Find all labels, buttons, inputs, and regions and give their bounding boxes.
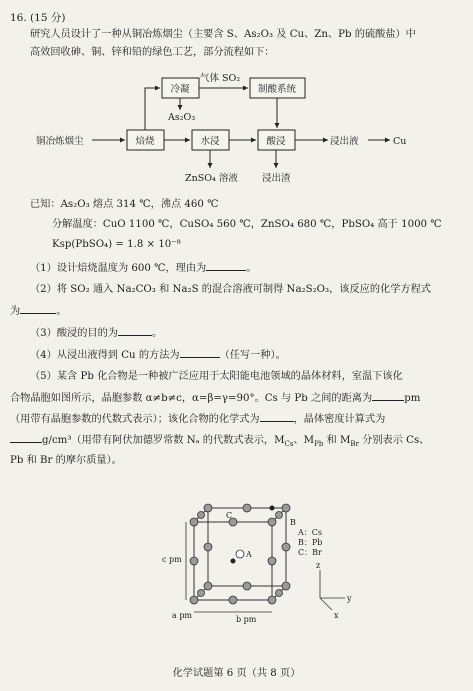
arrowhead (323, 138, 328, 143)
atom-br (229, 596, 237, 604)
part-5-l4-m: 、M (293, 435, 315, 446)
legend-c: C：Br (298, 548, 322, 557)
answer-blank-5a[interactable] (372, 391, 404, 401)
part-5-line-2 (10, 391, 420, 406)
label-gas-so2: 气体 SO₂ (200, 73, 241, 84)
atom-br (204, 504, 212, 512)
part-3-text: （3）酸浸的目的为 (30, 328, 118, 339)
answer-blank-3[interactable] (118, 326, 152, 336)
question-header (10, 10, 65, 25)
label-cu: Cu (393, 136, 407, 147)
label-axis-z: z (316, 561, 321, 570)
atom-br (190, 557, 198, 565)
sub-br: Br (350, 440, 359, 449)
label-water-leach: 水浸 (200, 136, 220, 147)
part-5-line-5: Pb 和 Br 的摩尔质量）。 (10, 455, 122, 466)
label-start: 铜冶炼烟尘 (36, 136, 84, 147)
part-5-l3-text: （用带有晶胞参数的代数式表示）；该化合物的化学式为 (10, 414, 260, 425)
atom-br (282, 504, 290, 512)
label-roast: 焙烧 (135, 136, 155, 147)
known-line-3: Ksp(PbSO₄) = 1.8 × 10⁻⁸ (52, 239, 181, 250)
arrowhead (155, 86, 160, 91)
part-1-end: 。 (246, 263, 257, 274)
label-residue: 浸出渣 (262, 173, 291, 184)
part-2-line-2 (10, 304, 66, 319)
atom-br (282, 582, 290, 590)
part-5-line-4 (10, 433, 429, 448)
part-5-l4-text: g/cm³（用带有阿伏加德罗常数 Nₐ 的代数式表示，M (42, 435, 285, 446)
part-2-end: 。 (56, 306, 67, 317)
answer-blank-4[interactable] (180, 348, 220, 358)
label-b-pm: b pm (236, 615, 257, 624)
atom-pb-b (270, 506, 275, 511)
intro-line-2: 高效回收砷、铜、锌和铅的绿色工艺，部分流程如下： (30, 47, 275, 58)
part-5-line-1: （5）某含 Pb 化合物是一种被广泛应用于太阳能电池领域的晶体材料，室温下该化 (30, 371, 403, 382)
legend-b: B：Pb (298, 538, 323, 547)
part-2-line-1: （2）将 SO₂ 通入 Na₂CO₃ 和 Na₂S 的混合溶液可制得 Na₂S₂O₃，该反应的化学方程式 (30, 284, 431, 295)
arrowhead (208, 163, 213, 168)
label-axis-y: y (347, 594, 352, 603)
atom-pb (231, 559, 236, 564)
atom-br (198, 512, 205, 519)
atom-br (243, 504, 251, 512)
part-5-l4-and: 和 M (323, 435, 351, 446)
label-atom-b: B (290, 518, 296, 527)
atom-br (268, 518, 276, 526)
atom-br (190, 596, 198, 604)
label-condense: 冷凝 (170, 84, 190, 95)
part-5-line-3 (10, 412, 385, 427)
part-2-lead: 为 (10, 306, 21, 317)
part-5-l3-tail: ，晶体密度计算式为 (293, 414, 386, 425)
answer-blank-2[interactable] (20, 304, 56, 314)
arrowhead (178, 105, 183, 110)
part-3-end: 。 (151, 328, 163, 339)
arrowhead (185, 138, 190, 143)
crystal-cell-figure (0, 490, 473, 630)
answer-blank-5c[interactable] (10, 433, 42, 443)
label-atom-a: A (246, 550, 252, 559)
atom-br (198, 590, 205, 597)
atom-br (282, 543, 290, 551)
question-number: 16. (10, 12, 27, 24)
arrowhead (385, 138, 390, 143)
axis-x (320, 598, 332, 610)
label-znso4: ZnSO₄ 溶液 (185, 173, 238, 184)
part-1 (30, 261, 256, 276)
label-axis-x: x (334, 611, 339, 620)
part-4-text: （4）从浸出液得到 Cu 的方法为 (30, 350, 180, 361)
part-5-l2-unit: pm (404, 393, 421, 404)
page-footer: 化学试题第 6 页（共 8 页） (172, 668, 301, 679)
atom-cs (236, 550, 244, 558)
part-5-l2-text: 合物晶胞如图所示，晶胞参数 α≠b≠c，α=β=γ=90°。Cs 与 Pb 之间的距离为 (10, 393, 373, 404)
atom-br (243, 582, 251, 590)
part-5-l4-end: 分别表示 Cs、 (358, 435, 430, 446)
arrowhead (243, 86, 248, 91)
label-c-pm: c pm (162, 555, 182, 564)
known-line-1: 已知：As₂O₃ 熔点 314 ℃，沸点 460 ℃ (30, 199, 219, 210)
part-4-end: （任写一种）。 (219, 350, 286, 361)
label-atom-c: C (226, 511, 233, 520)
label-acid-system: 制酸系统 (257, 84, 297, 95)
known-line-2: 分解温度：CuO 1100 ℃，CuSO₄ 560 ℃，ZnSO₄ 680 ℃，PbSO₄ 高于 1000 ℃ (52, 219, 442, 230)
label-a-pm: a pm (172, 611, 193, 620)
atom-br (276, 512, 283, 519)
atom-br (190, 518, 198, 526)
part-3 (30, 326, 162, 341)
process-flow-diagram (0, 68, 473, 198)
answer-blank-5b[interactable] (260, 412, 294, 422)
arrow-roast-condense (145, 88, 160, 130)
legend-a: A：Cs (298, 528, 323, 537)
sub-cs: Cs (284, 440, 294, 449)
answer-blank-1[interactable] (206, 261, 246, 271)
intro-line-1: 研究人员设计了一种从铜冶炼烟尘（主要含 S、As₂O₃ 及 Cu、Zn、Pb 的硫酸盐）中 (30, 29, 416, 40)
arrowhead (274, 163, 279, 168)
sub-pb: Pb (314, 440, 324, 449)
question-score: (15 分) (30, 12, 66, 24)
atom-br (204, 543, 212, 551)
part-1-text: （1）设计焙烧温度为 600 ℃，理由为 (30, 263, 207, 274)
label-acid-leach: 酸浸 (266, 136, 286, 147)
label-as2o3: As₂O₃ (168, 112, 196, 123)
atom-br (268, 557, 276, 565)
arrowhead (251, 138, 256, 143)
atom-br (204, 582, 212, 590)
atom-br (276, 590, 283, 597)
atom-br (268, 596, 276, 604)
part-4 (30, 348, 286, 363)
arrowhead (120, 138, 125, 143)
arrowhead (275, 123, 280, 128)
label-leachate: 浸出液 (330, 136, 359, 147)
